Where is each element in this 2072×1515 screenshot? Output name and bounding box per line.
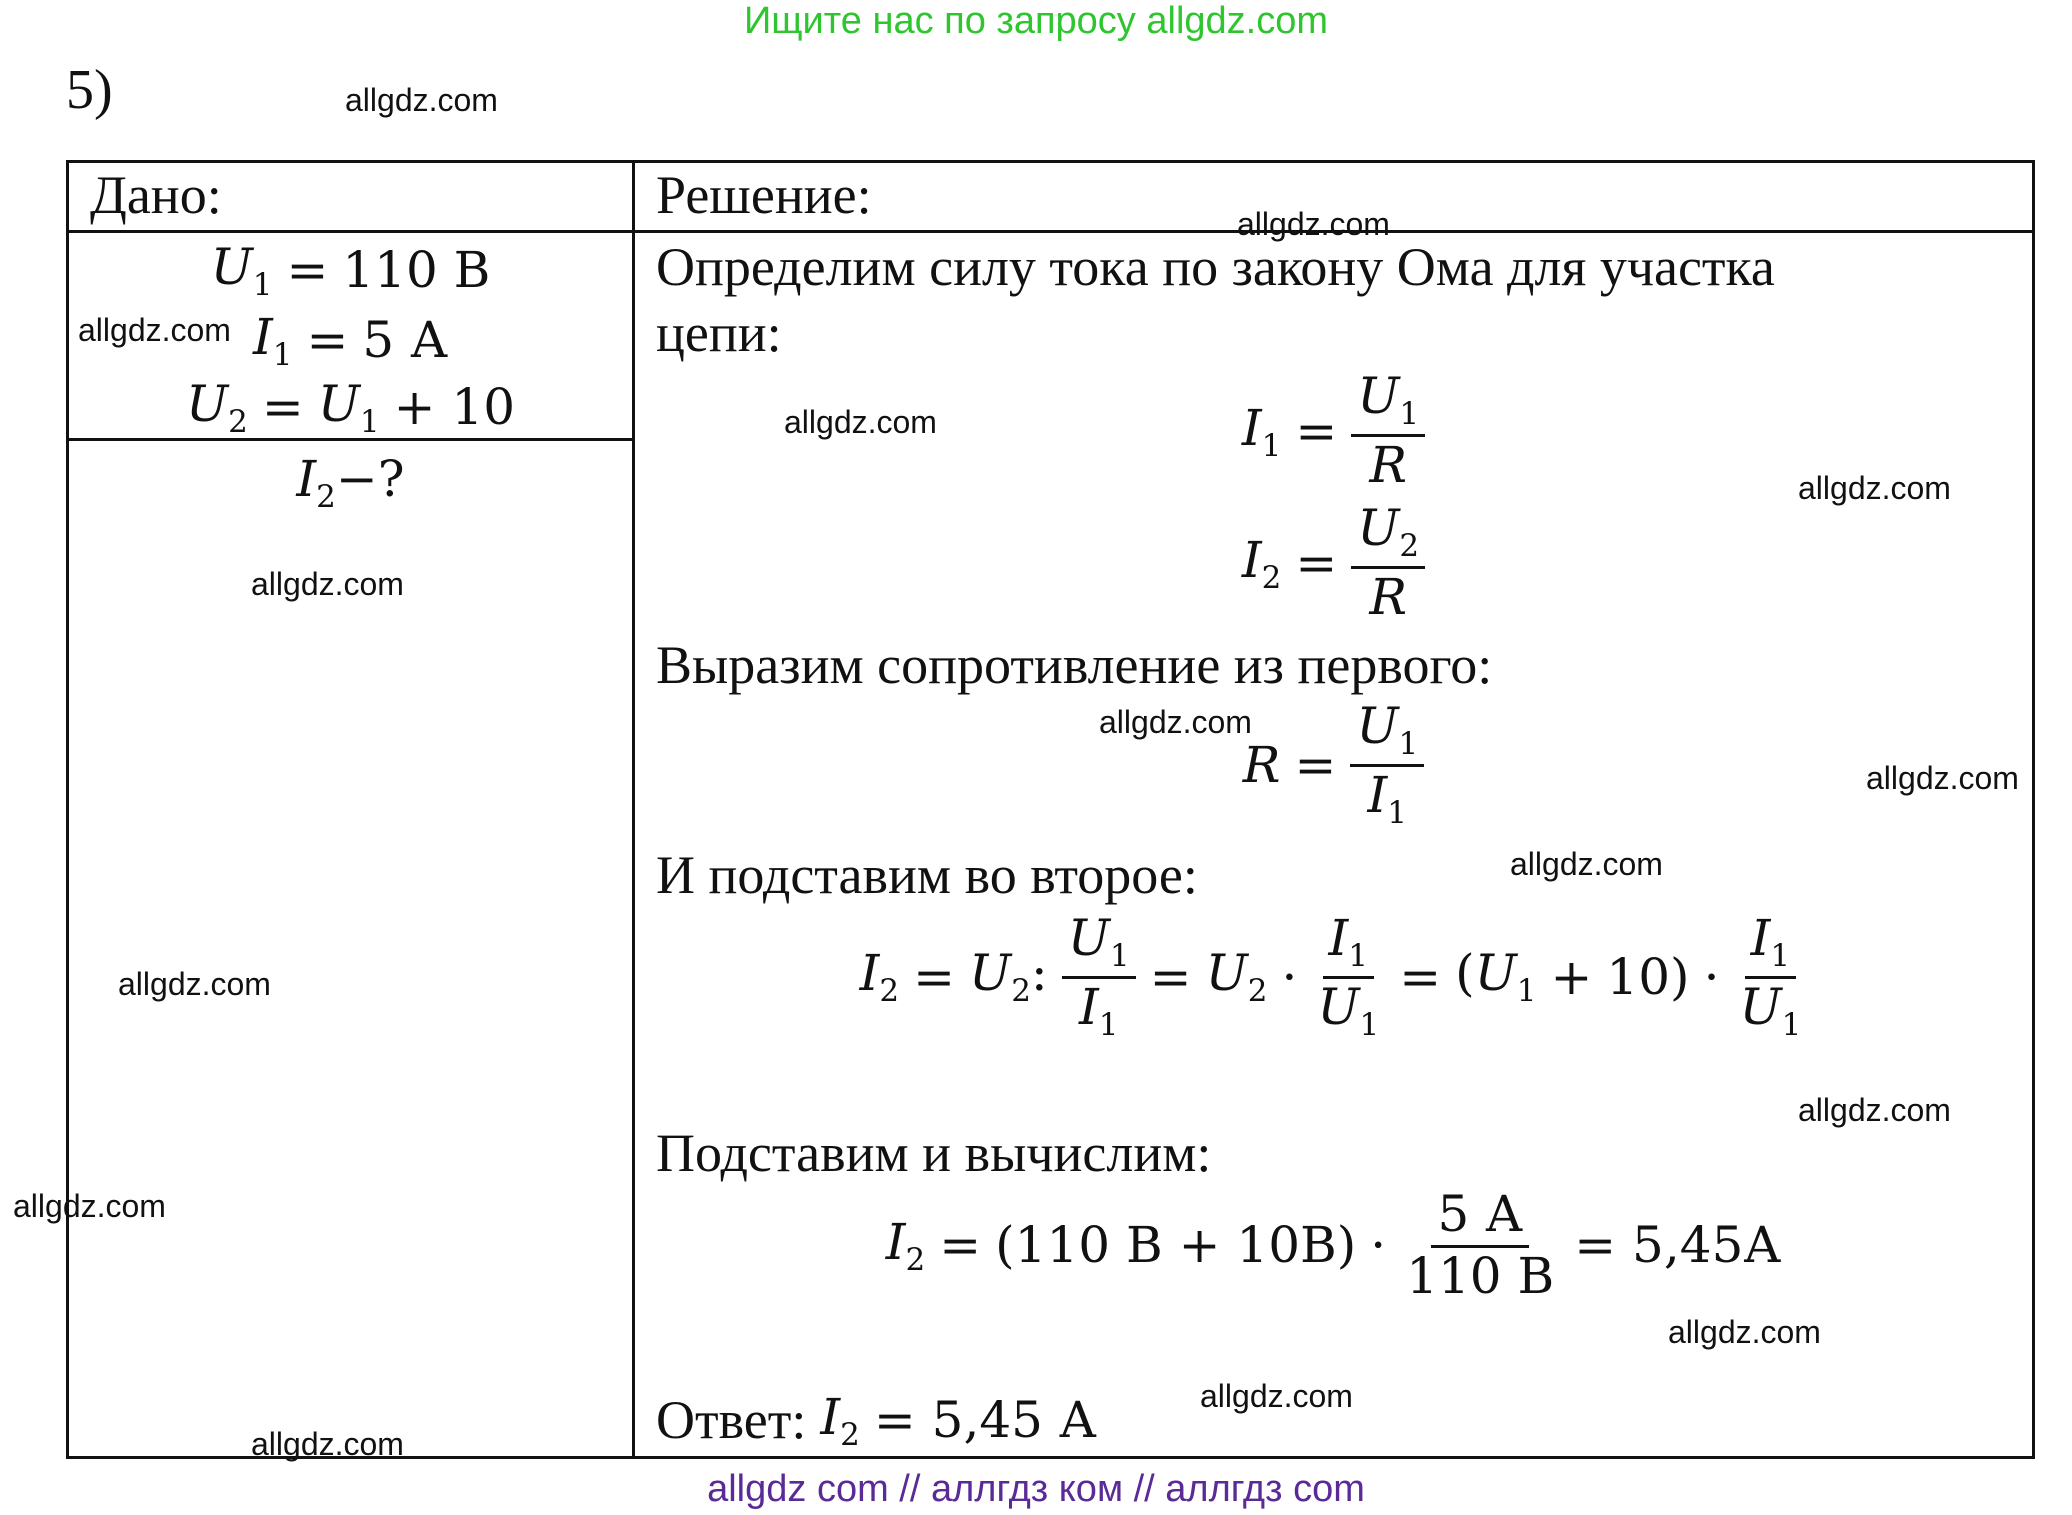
formula-ohm-1: $I_1$ = $\frac{U_1}{R}$ — [635, 370, 2032, 492]
given-u1: $U_1$ = 110 В — [210, 238, 491, 303]
watermark: allgdz.com — [118, 966, 271, 1002]
header-divider — [66, 230, 2035, 233]
watermark: allgdz.com — [13, 1188, 166, 1224]
watermark: allgdz.com — [784, 404, 937, 440]
solution-line-2: цепи: — [656, 303, 782, 363]
solution-line-4: И подставим во второе: — [656, 845, 1198, 905]
given-find: $I_2-$? — [296, 450, 405, 515]
solution-line-1: Определим силу тока по закону Ома для участка — [656, 237, 1775, 297]
table-border-top — [66, 160, 2035, 163]
watermark: allgdz.com — [1099, 704, 1252, 740]
watermark: allgdz.com — [1798, 470, 1951, 506]
watermark: allgdz.com — [78, 312, 231, 348]
footer-links[interactable]: allgdz com // аллгдз ком // аллгдз com — [707, 1468, 1365, 1510]
formula-ohm-2: $I_2$ = $\frac{U_2}{R}$ — [635, 502, 2032, 624]
formula-resistance: R = $\frac{U_1}{I_1}$ — [635, 700, 2032, 830]
watermark: allgdz.com — [345, 82, 498, 118]
watermark: allgdz.com — [1200, 1378, 1353, 1414]
watermark: allgdz.com — [251, 566, 404, 602]
watermark: allgdz.com — [1510, 846, 1663, 882]
solution-header: Решение: — [656, 165, 872, 225]
table-border-right — [2032, 160, 2035, 1459]
answer: Ответ: $I_2$ = 5,45 А — [656, 1388, 1097, 1453]
watermark: allgdz.com — [1798, 1092, 1951, 1128]
watermark: allgdz.com — [251, 1426, 404, 1462]
given-i1: $I_1$ = 5 А — [253, 308, 448, 373]
formula-calculation: $I_2$ = (110 В + 10В) · $\frac{5 А}{110 В}$ = 5,45А — [885, 1185, 1782, 1305]
solution-line-5: Подставим и вычислим: — [656, 1123, 1212, 1183]
top-banner[interactable]: Ищите нас по запросу allgdz.com — [743, 0, 1328, 42]
formula-substitution: $I_2$ = $U_2$: $\frac{U_1}{I_1}$ = $U_2$ · $\frac{I_1}{U_1}$ = ($U_1$ + 10) · $\frac{I_1}{U_1}$ — [859, 909, 1802, 1044]
watermark: allgdz.com — [1237, 206, 1390, 242]
task-number: 5) — [66, 59, 113, 121]
given-u2: $U_2$ = $U_1$ + 10 — [185, 375, 516, 440]
watermark: allgdz.com — [1668, 1314, 1821, 1350]
watermark: allgdz.com — [1866, 760, 2019, 796]
given-header: Дано: — [90, 165, 222, 225]
solution-line-3: Выразим сопротивление из первого: — [656, 635, 1493, 695]
